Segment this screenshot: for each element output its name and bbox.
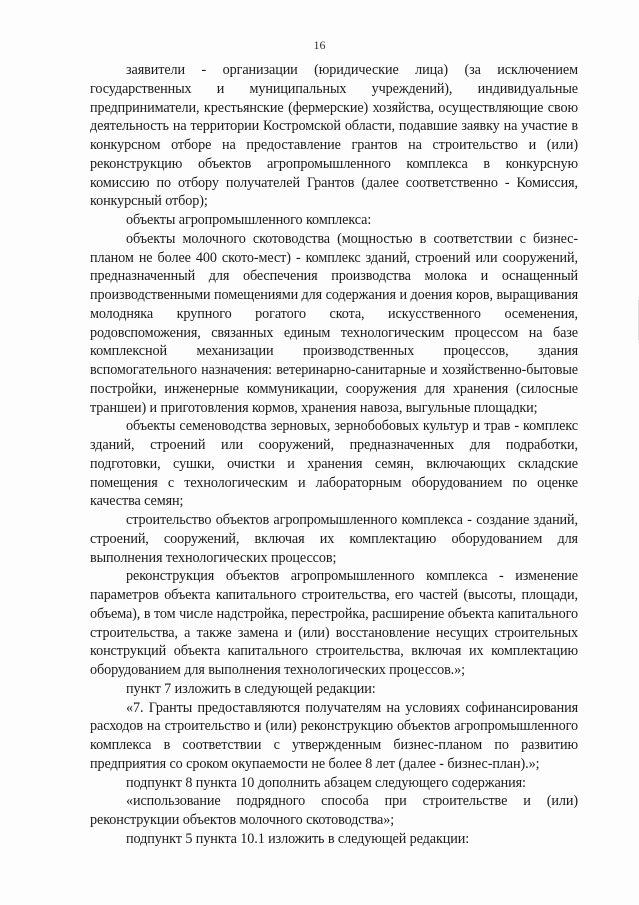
paragraph-applicants: заявители - организации (юридические лица) (за исключением государственных и муниципальных учреждений), индивидуальные предприниматели, крестьянские (фермерские) хозяйства, осуществляющие свою деятельность на территории Костромской области, подавшие заявку на участие в конкурсном отборе на предоставление грантов на строительство и (или) реконструкцию объектов агропромышленного комплекса в конкурсную комиссию по отбору получателей Грантов (далее соответственно - Комиссия, конкурсный отбор); [90,62,578,210]
paragraph-construction-definition: строительство объектов агропромышленного комплекса - создание зданий, строений, сооружений, включая их комплектацию оборудованием для выполнения технологических процессов; [90,512,578,566]
paragraph-reconstruction-definition: реконструкция объектов агропромышленного комплекса - изменение параметров объекта капитального строительства, его частей (высоты, площади, объема), в том числе надстройка, перестройка, расширение объекта капитального строительства, а также замена и (или) восстановление несущих строительных конструкций объекта капитального строительства, включая их комплектацию оборудованием для выполнения технологических процессов.»; [90,568,578,678]
page-number: 16 [313,38,326,52]
paragraph-agro-objects-heading: объекты агропромышленного комплекса: [126,212,372,228]
paragraph-subitem-5-intro: подпункт 5 пункта 10.1 изложить в следующей редакции: [126,830,470,847]
paragraph-subitem-8-text: «использование подрядного способа при строительстве и (или) реконструкции объектов молочного скотоводства»; [90,793,578,828]
paragraph-subitem-8-intro: подпункт 8 пункта 10 дополнить абзацем следующего содержания: [126,774,526,791]
document-body [90,61,578,849]
paragraph-item-7-intro: пункт 7 изложить в следующей редакции: [126,680,376,697]
paragraph-item-7-text: «7. Гранты предоставляются получателям на условиях софинансирования расходов на строительство и (или) реконструкцию объектов агропромышленного комплекса в соответствии с утвержденным бизнес-планом по развитию предприятия со сроком окупаемости не более 8 лет (далее - бизнес-план).»; [90,699,578,772]
paragraph-dairy-objects: объекты молочного скотоводства (мощностью в соответствии с бизнес-планом не более 400 ското-мест) - комплекс зданий, строений или сооружений, предназначенный для обеспечения производства молока и оснащенный производственными помещениями для содержания и доения коров, выращивания молодняка крупного рогатого скота, искусственного осеменения, родовспоможения, связанных единым технологическим процессом на базе комплексной механизации производственных процессов, здания вспомогательного назначения: ветеринарно-санитарные и хозяйственно-бытовые постройки, инженерные коммуникации, сооружения для хранения (силосные траншеи) и приготовления кормов, хранения навоза, выгульные площадки; [90,230,578,416]
paragraph-seed-objects: объекты семеноводства зерновых, зернобобовых культур и трав - комплекс зданий, строений или сооружений, предназначенных для подработки, подготовки, сушки, очистки и хранения семян, включающих складские помещения с технологическим и лабораторным оборудованием по оценке качества семян; [90,418,578,510]
